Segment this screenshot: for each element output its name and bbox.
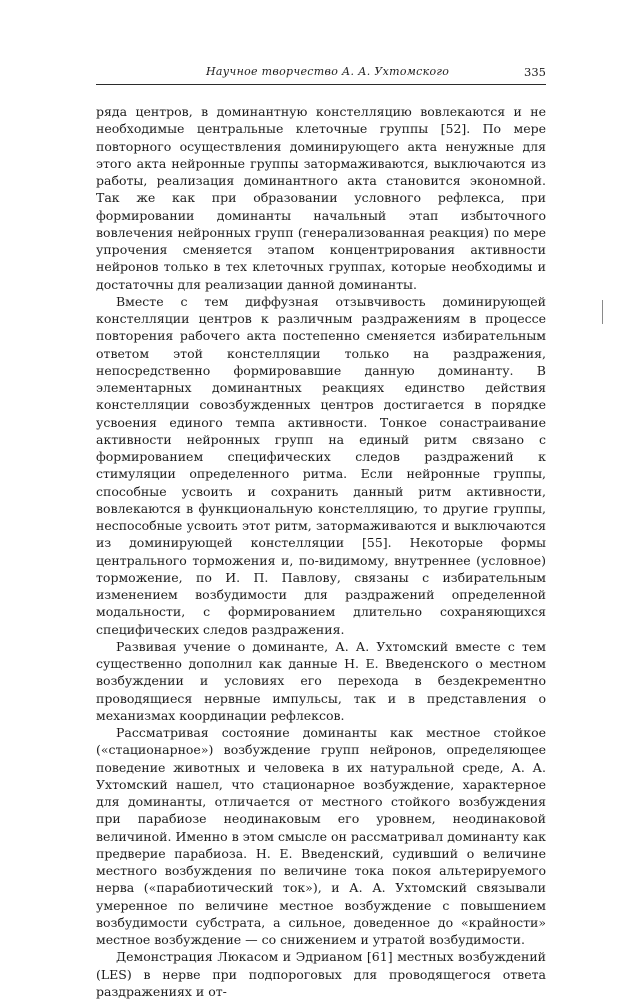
running-header <box>96 62 546 82</box>
paragraph: Развивая учение о доминанте, А. А. Ухтомский вместе с тем существенно дополнил как данные Н. Е. Введенского о местном возбуждении и условиях его перехода в бездекрементно проводящиеся нервные импульсы, так и в представления о механизмах координации рефлексов. <box>96 638 546 723</box>
page-number: 335 <box>524 65 546 79</box>
running-title: Научное творчество А. А. Ухтомского <box>206 65 450 78</box>
paragraph: Демонстрация Люкасом и Эдрианом [61] местных возбуждений (LES) в нерве при подпороговых для проводящегося ответа раздражениях и от- <box>96 949 546 999</box>
header-rule <box>96 84 546 85</box>
paragraph: Вместе с тем диффузная отзывчивость доминирующей констелляции центров к различным раздражениям в процессе повторения рабочего акта постепенно сменяется избирательным ответом этой констелляции только на раздражения, непосредственно формировавшие данную доминанту. В элементарных доминантных реакциях единство действия констелляции совозбужденных центров достигается в порядке усвоения единого темпа активности. Тонкое сонастраивание активности нейронных групп на единый ритм связано с формированием специфических следов раздражений к стимуляции определенного ритма. Если нейронные группы, способные усвоить и сохранить данный ритм активности, вовлекаются в функциональную констелляцию, то другие группы, неспособные усвоить этот ритм, затормаживаются и выключаются из доминирующей констелляции [55]. Некоторые формы центрального торможения и, по-видимому, внутреннее (условное) торможение, по И. П. Павлову, связаны с избирательным изменением возбудимости для раздражений определенной модальности, с формированием длительно сохраняющихся специфических следов раздражения. <box>96 293 546 637</box>
paragraph: ряда центров, в доминантную констелляцию вовлекаются и не необходимые центральные клеточные группы [52]. По мере повторного осуществления доминирующего акта ненужные для этого акта нейронные группы затормаживаются, выключаются из работы, реализация доминантного акта становится экономной. Так же как при образовании условного рефлекса, при формировании доминанты начальный этап избыточного вовлечения нейронных групп (генерализованная реакция) по мере упрочения сменяется этапом концентрирования активности нейронов только в тех клеточных группах, которые необходимы и достаточны для реализации данной доминанты. <box>96 104 546 292</box>
margin-mark <box>602 300 603 324</box>
body-text <box>96 103 546 1000</box>
paragraph: Рассматривая состояние доминанты как местное стойкое («стационарное») возбуждение групп нейронов, определяющее поведение животных и человека в их натуральной среде, А. А. Ухтомский нашел, что стационарное возбуждение, характерное для доминанты, отличается от местного стойкого возбуждения при парабиозе неодинаковым его уровнем, неодинаковой величиной. Именно в этом смысле он рассматривал доминанту как предверие парабиоза. Н. Е. Введенский, судивший о величине местного возбуждения по величине тока покоя альтерируемого нерва («парабиотический ток»), и А. А. Ухтомский связывали умеренное по величине местное возбуждение с повышением возбудимости субстрата, а сильное, доведенное до «крайности» местное возбуждение — со снижением и утратой возбудимости. <box>96 725 546 947</box>
